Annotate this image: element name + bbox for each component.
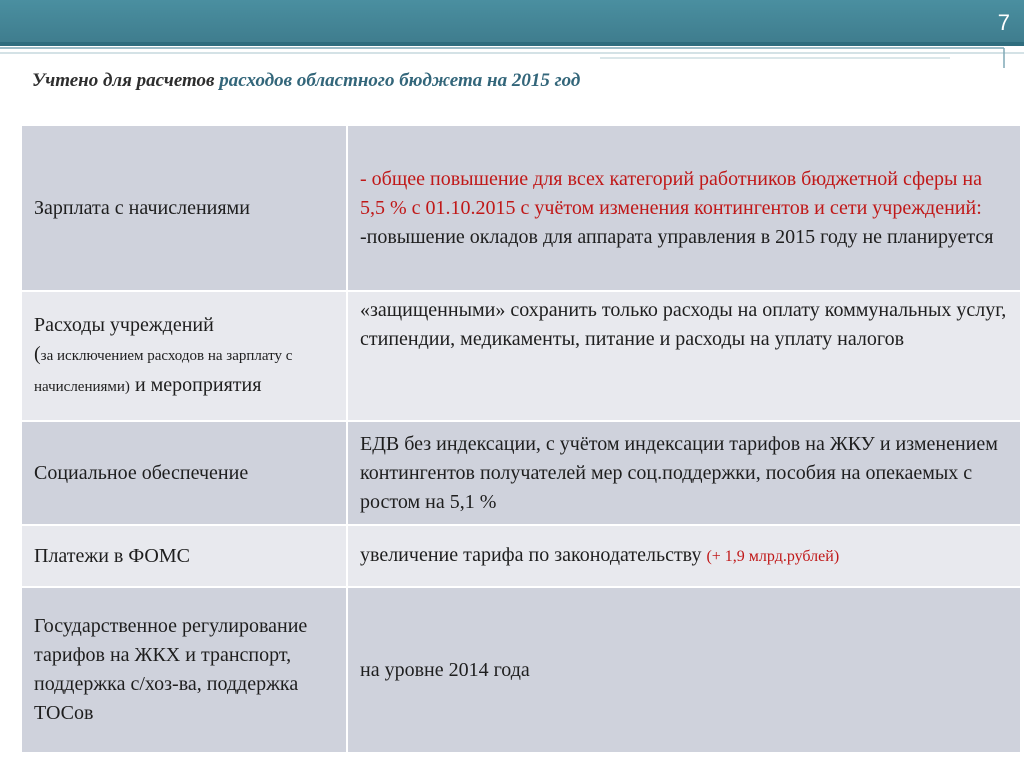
row-value-text: «защищенными» сохранить только расходы на оплату коммунальных услуг, стипендии, медикаменты, питание и расходы на уплату налогов [360, 299, 1007, 350]
row-label-text: Расходы учреждений [34, 313, 214, 336]
title-accent: расходов областного бюджета на 2015 год [219, 70, 581, 91]
row-label-text: Социальное обеспечение [34, 461, 249, 484]
row-label [21, 125, 347, 291]
row-label [21, 421, 347, 525]
row-value-highlight: (+ 1,9 млрд.рублей) [706, 548, 840, 565]
row-label-text: Государственное регулирование тарифов на ЖКХ и транспорт, поддержка с/хоз-ва, поддержка ТОСов [34, 615, 308, 724]
header-band [0, 0, 1024, 42]
row-label-suffix: и мероприятия [129, 373, 262, 396]
row-label [21, 525, 347, 587]
slide-number: 7 [997, 10, 1010, 35]
row-value-text: ЕДВ без индексации, с учётом индексации тарифов на ЖКУ и изменением контингентов получателей мер соц.поддержки, пособия на опекаемых с ростом на 5,1 % [360, 432, 998, 513]
table-row [21, 291, 1021, 421]
row-label [21, 587, 347, 753]
title-lead: Учтено для расчетов [32, 70, 220, 91]
row-value [347, 291, 1021, 421]
row-label [21, 291, 347, 421]
table-row [21, 125, 1021, 291]
row-value [347, 125, 1021, 291]
row-value [347, 421, 1021, 525]
table-row [21, 525, 1021, 587]
slide-title [32, 70, 580, 92]
row-label-text: Зарплата с начислениями [34, 196, 250, 219]
table-row [21, 587, 1021, 753]
row-label-text: Платежи в ФОМС [34, 544, 190, 567]
row-value [347, 525, 1021, 587]
row-value-text: -повышение окладов для аппарата управления в 2015 году не планируется [360, 225, 994, 248]
row-value-highlight: - общее повышение для всех категорий работников бюджетной сферы на 5,5 % с 01.10.2015 с учётом изменения контингентов и сети учреждений: [360, 167, 982, 219]
row-label-paren: ( [34, 342, 41, 365]
row-value-text: на уровне 2014 года [360, 658, 530, 681]
table-row [21, 421, 1021, 525]
row-label-note: за исключением расходов на зарплату с начислениями) [34, 347, 293, 395]
budget-table [20, 124, 1022, 754]
row-value-text: увеличение тарифа по законодательству [360, 544, 707, 566]
row-value [347, 587, 1021, 753]
